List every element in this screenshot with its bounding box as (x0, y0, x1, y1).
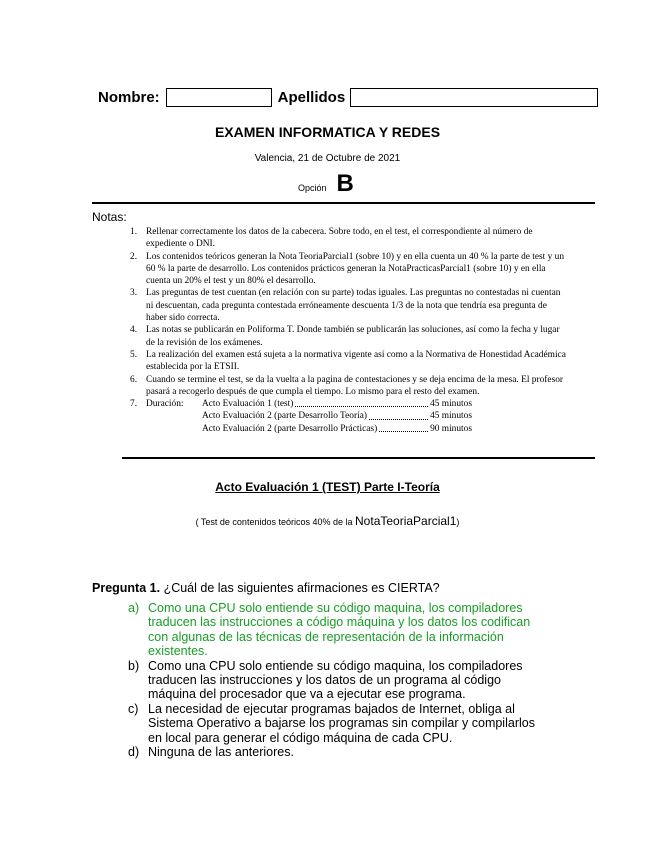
top-divider (92, 202, 595, 204)
note-item: 4. Las notas se publicarán en Poliforma T. Donde también se publicarán las soluciones, así como la fecha y lugar de la revisión de los exámenes. (130, 325, 560, 348)
answer-list (128, 601, 548, 759)
answer-option-a[interactable]: a) Como una CPU solo entiende su código maquina, los compiladores traducen las instrucciones a código máquina y los datos los codifican con algunas de las técnicas de representación de la información existentes. (128, 601, 531, 659)
duration-row: Acto Evaluación 2 (parte Desarrollo Teoría) 45 minutos (202, 411, 472, 422)
note-item: 6. Cuando se termine el test, se da la vuelta a la pagina de contestaciones y se deja encima de la mesa. El profesor pasará a recogerlo después de que cumpla el tiempo. Lo mismo para el resto del examen. (130, 374, 564, 397)
exam-option (298, 170, 354, 198)
note-item: 2. Los contenidos teóricos generan la Nota TeoriaParcial1 (sobre 10) y en ella cuenta un 40 % la parte de test y un 60 % la parte de desarrollo. Los contenidos prácticos generan la NotaPracticasParcial1 (sobre 10) y en ella cuenta un 20% el test y un 80% el desarrollo. (130, 251, 565, 287)
option-value: B (336, 170, 354, 197)
notes-label: Notas: (92, 210, 127, 224)
duration-row: Acto Evaluación 1 (test) 45 minutos (202, 399, 472, 410)
question-1 (92, 581, 440, 595)
bottom-divider (122, 457, 595, 459)
note-item-duration: 7. Duración: Acto Evaluación 1 (test) 45 minutos Acto Evaluación 2 (parte Desarrollo Teoría) 45 minutos Acto Evaluación 2 (parte Desarrollo Prácticas) 90 minutos (130, 399, 472, 434)
exam-title: EXAMEN INFORMATICA Y REDES (214, 124, 441, 140)
apellidos-label: Apellidos (277, 89, 346, 106)
section-title: Acto Evaluación 1 (TEST) Parte I-Teoría (215, 480, 440, 494)
note-item: 3. Las preguntas de test cuentan (en relación con su parte) todas iguales. Las preguntas no contestadas ni cuentan ni descuentan, cada pregunta contestada erróneamente descuenta 1/3 de la nota que tendría esa pregunta de haber sido correcta. (130, 288, 561, 324)
answer-option-c[interactable]: c) La necesidad de ejecutar programas bajados de Internet, obliga al Sistema Operativo a bajarse los programas sin compilar y compilarlos en local para generar el código máquina de cada CPU. (128, 701, 535, 745)
note-item: 1. Rellenar correctamente los datos de la cabecera. Sobre todo, en el test, el correspondiente al número de expediente o DNI. (130, 227, 533, 250)
duration-row: Acto Evaluación 2 (parte Desarrollo Prácticas) 90 minutos (202, 423, 472, 434)
answer-option-b[interactable]: b) Como una CPU solo entiende su código maquina, los compiladores traducen las instrucciones y los datos de un programa al código máquina del procesador que va a ejecutar ese programa. (128, 658, 523, 702)
exam-date: Valencia, 21 de Octubre de 2021 (254, 153, 401, 164)
apellidos-input[interactable] (350, 88, 598, 107)
note-item: 5. La realización del examen está sujeta a la normativa vigente así como a la Normativa de Honestidad Académica establecida por la ETSII. (130, 349, 566, 373)
nombre-label: Nombre: (98, 89, 160, 106)
answer-option-d[interactable]: d) Ninguna de las anteriores. (128, 745, 294, 760)
question-text: ¿Cuál de las siguientes afirmaciones es CIERTA? (163, 581, 440, 595)
section-subtitle: ( Test de contenidos teóricos 40% de la NotaTeoriaParcial1) (195, 514, 460, 528)
question-label: Pregunta 1. (92, 581, 161, 595)
duration-label: Duración: (146, 399, 184, 410)
notes-list (130, 226, 570, 435)
nombre-input[interactable] (166, 88, 272, 107)
header-fields (98, 88, 598, 107)
option-label: Opción (298, 183, 327, 193)
